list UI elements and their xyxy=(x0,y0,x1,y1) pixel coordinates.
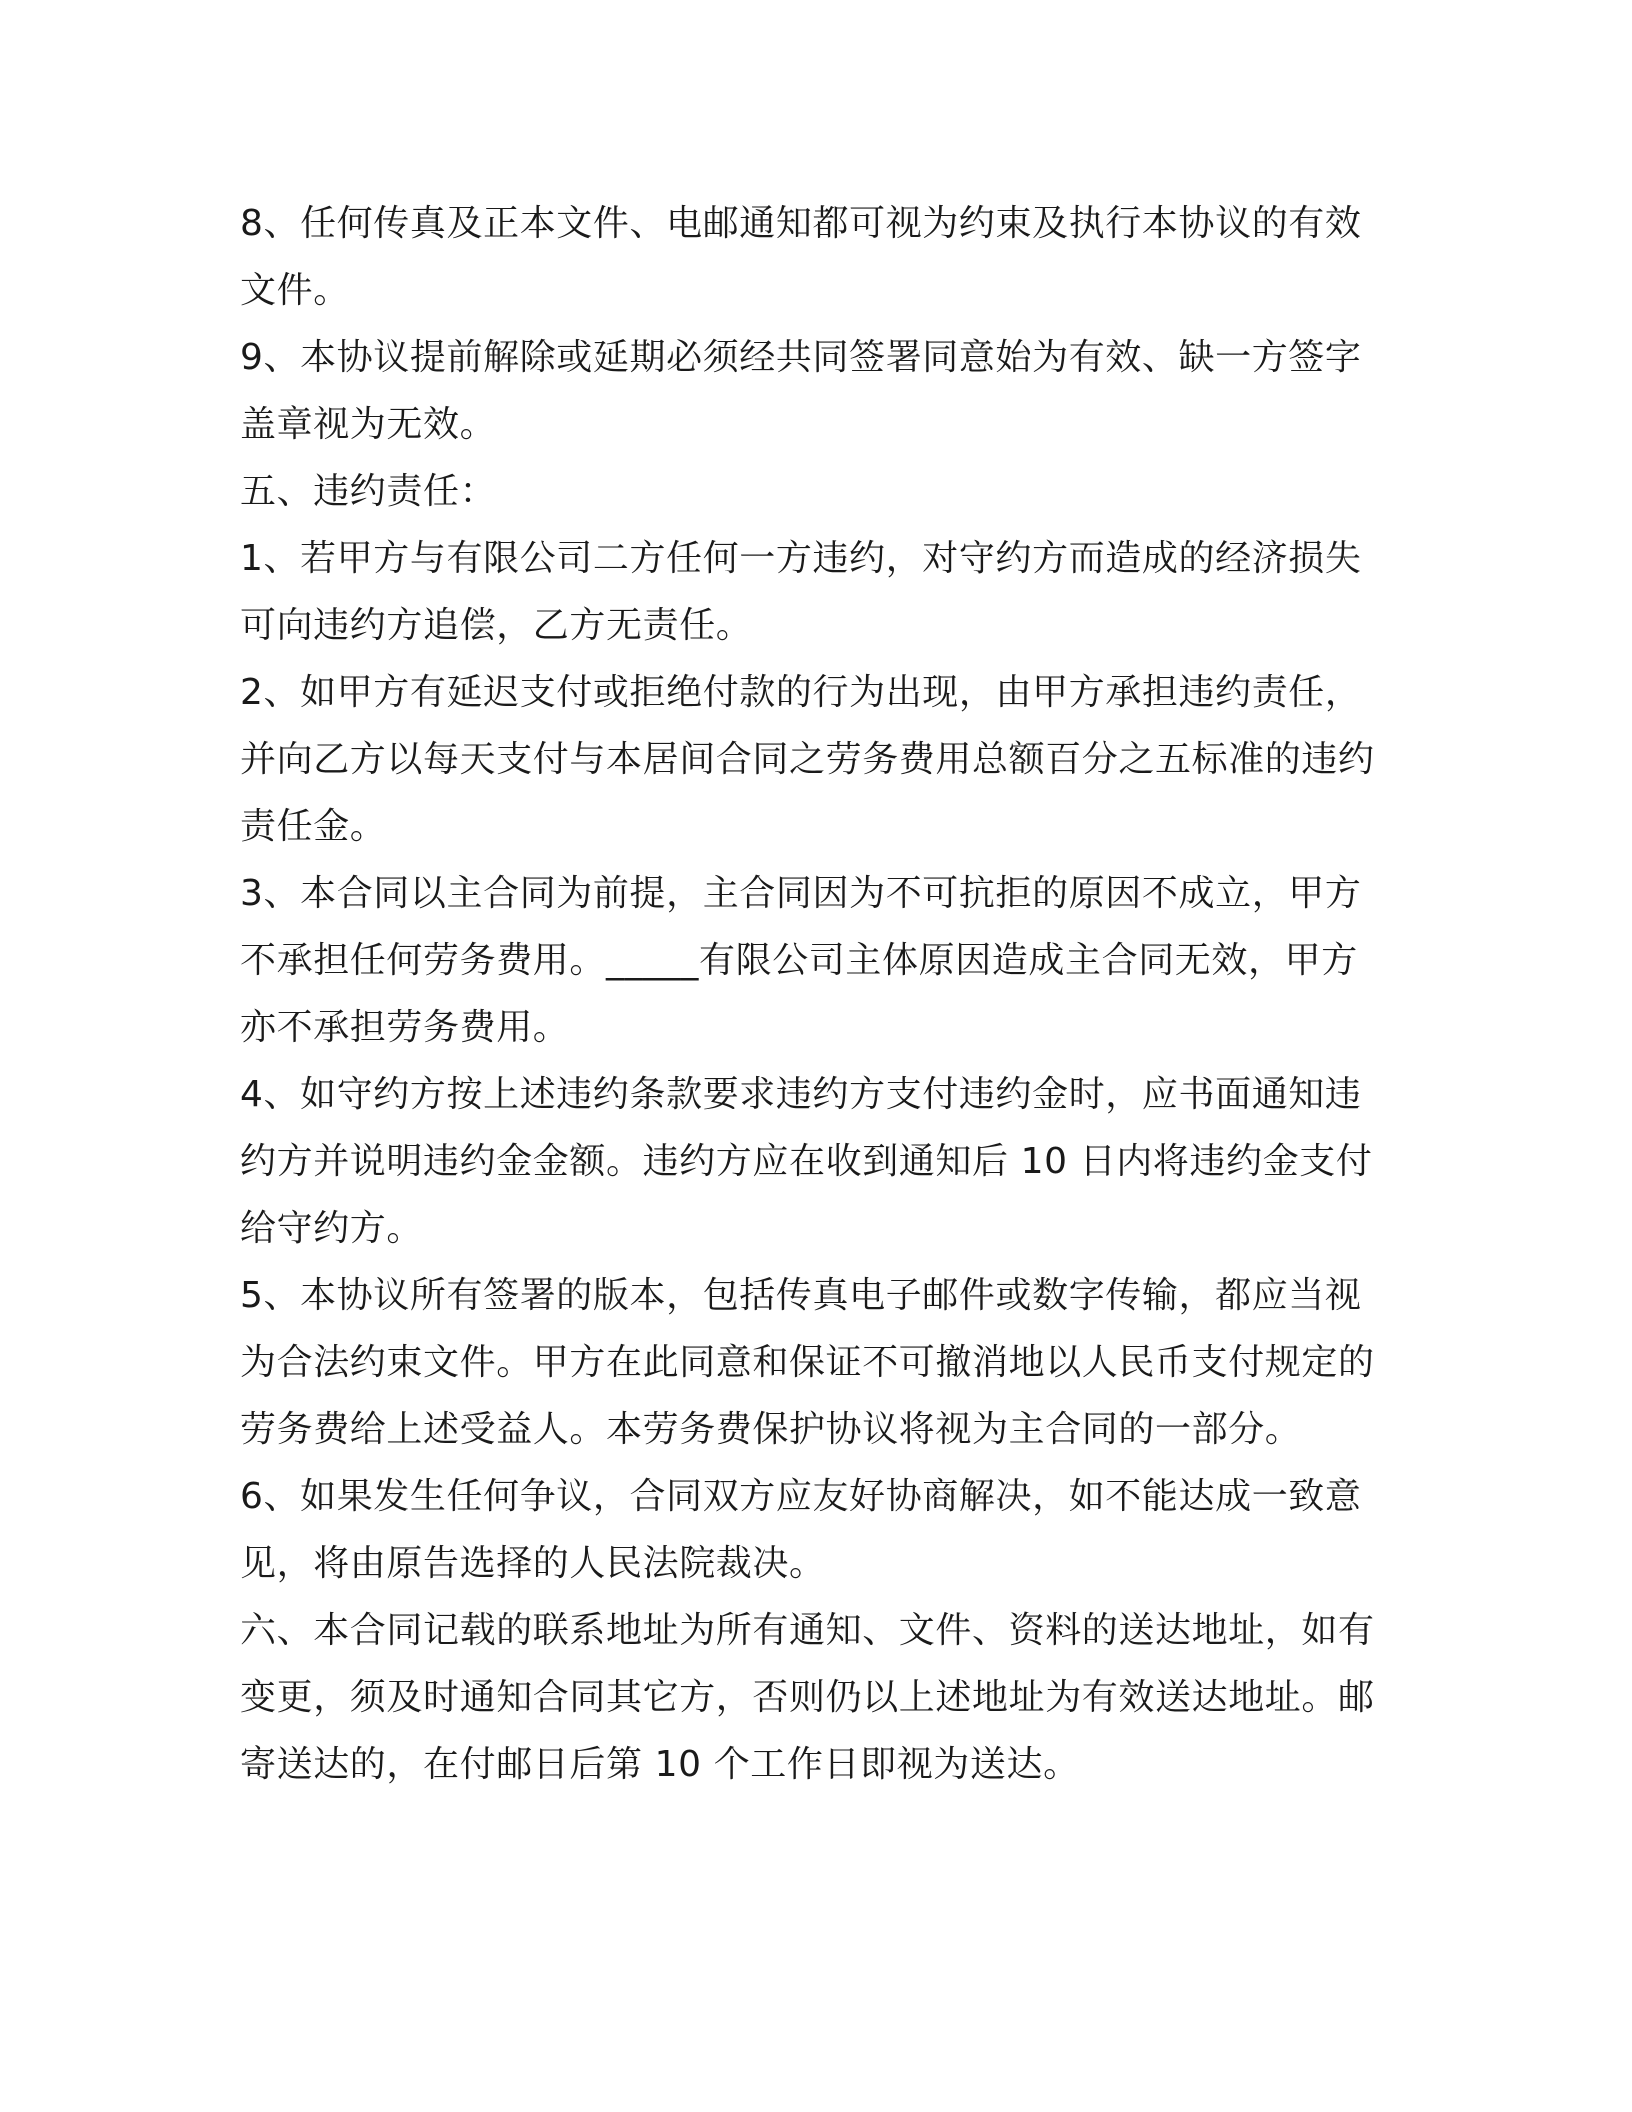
section-heading-breach-liability: 五、违约责任： xyxy=(240,471,497,512)
breach-clause-4: 4、如守约方按上述违约条款要求违约方支付违约金时，应书面通知违约方并说明违约金金额。违约方应在收到通知后 10 日内将违约金支付给守约方。 xyxy=(240,1074,1373,1249)
breach-clause-2: 2、如甲方有延迟支付或拒绝付款的行为出现，由甲方承担违约责任，并向乙方以每天支付与本居间合同之劳务费用总额百分之五标准的违约责任金。 xyxy=(240,672,1375,847)
breach-clause-6: 6、如果发生任何争议，合同双方应友好协商解决，如不能达成一致意见，将由原告选择的人民法院裁决。 xyxy=(240,1476,1362,1584)
section-six-address-clause: 六、本合同记载的联系地址为所有通知、文件、资料的送达地址，如有变更，须及时通知合同其它方，否则仍以上述地址为有效送达地址。邮寄送达的，在付邮日后第 10 个工作日即视为送达。 xyxy=(240,1610,1375,1785)
breach-clause-3: 3、本合同以主合同为前提，主合同因为不可抗拒的原因不成立，甲方不承担任何劳务费用。_____有限公司主体原因造成主合同无效，甲方亦不承担劳务费用。 xyxy=(240,873,1362,1048)
clause-9: 9、本协议提前解除或延期必须经共同签署同意始为有效、缺一方签字盖章视为无效。 xyxy=(240,337,1362,445)
breach-clause-5: 5、本协议所有签署的版本，包括传真电子邮件或数字传输，都应当视为合法约束文件。甲方在此同意和保证不可撤消地以人民币支付规定的劳务费给上述受益人。本劳务费保护协议将视为主合同的一部分。 xyxy=(240,1275,1375,1450)
breach-clause-1: 1、若甲方与有限公司二方任何一方违约，对守约方而造成的经济损失可向违约方追偿，乙方无责任。 xyxy=(240,538,1362,646)
document-body xyxy=(240,190,1390,1798)
clause-8: 8、任何传真及正本文件、电邮通知都可视为约束及执行本协议的有效文件。 xyxy=(240,203,1362,311)
